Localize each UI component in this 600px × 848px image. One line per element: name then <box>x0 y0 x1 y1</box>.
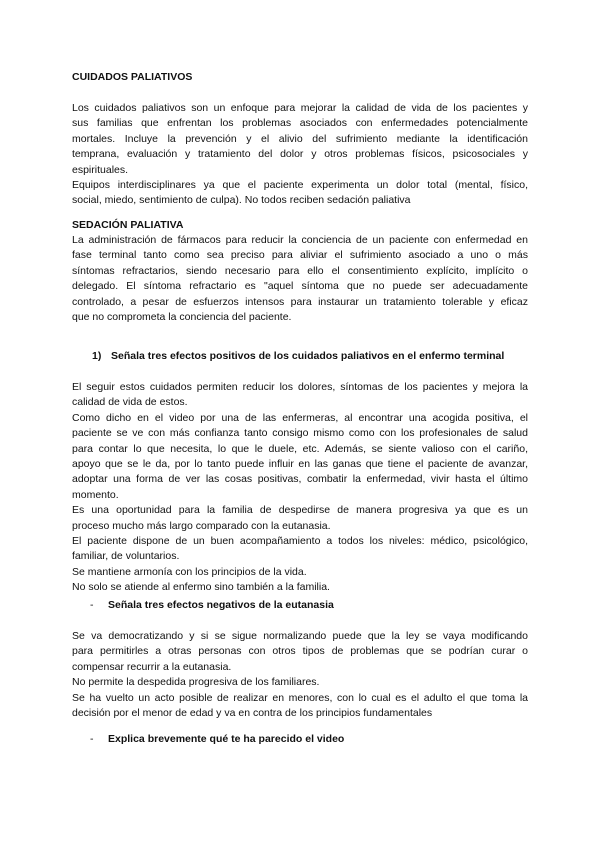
text-line: El paciente dispone de un buen acompañamiento a todos los niveles: médico, psicológico, <box>72 535 528 548</box>
text-line: La administración de fármacos para reducir la conciencia de un paciente con enfermedad en <box>72 234 528 246</box>
text-line: decisión por el menor de edad y va en contra de los principios fundamentales <box>72 707 433 720</box>
text-line: proceso mucho más largo comparado con la eutanasia. <box>72 519 331 532</box>
page-title: CUIDADOS PALIATIVOS <box>72 71 193 83</box>
text-line: Se mantiene armonía con los principios de la vida. <box>72 565 307 578</box>
sedation-paragraph <box>72 233 528 325</box>
bullet-dash: - <box>90 733 94 745</box>
text-line: apoyo que se le da, por lo tanto puede influir en las ganas que tiene el paciente de avanzar, <box>72 458 528 471</box>
text-line: Los cuidados paliativos son un enfoque para mejorar la calidad de vida de los pacientes y <box>72 102 528 114</box>
text-line: paciente se ve con más confianza tanto consigo mismo como con los profesionales de salud <box>72 427 528 440</box>
text-line: espirituales. <box>72 163 129 176</box>
text-line: síntomas refractarios, siendo necesario para ello el consentimiento explícito, implícito o <box>72 264 528 277</box>
text-line: Como dicho en el video por una de las enfermeras, al encontrar una acogida positiva, el <box>72 411 528 424</box>
text-line: compensar recurrir a la eutanasia. <box>72 660 232 673</box>
question-text: Señala tres efectos negativos de la eutanasia <box>108 599 334 611</box>
intro-paragraph <box>72 101 528 209</box>
answer-1 <box>72 380 528 596</box>
text-line: Se ha vuelto un acto posible de realizar en menores, con lo cual es el adulto el que toma la <box>72 691 528 704</box>
text-line: temprana, evaluación y tratamiento del dolor y otros problemas físicos, psicosociales y <box>72 148 528 161</box>
text-line: calidad de vida de estos. <box>72 396 188 409</box>
text-line: Es una oportunidad para la familia de despedirse de manera progresiva ya que es un <box>72 504 528 517</box>
bullet-dash: - <box>90 599 94 611</box>
text-line: fase terminal tanto como sea preciso para aliviar el sufrimiento asociado a uno o más <box>72 249 528 262</box>
text-line: No permite la despedida progresiva de los familiares. <box>72 676 320 689</box>
question-1 <box>92 350 504 362</box>
text-line: social, miedo, sentimiento de culpa). No todos reciben sedación paliativa <box>72 194 411 207</box>
text-line: El seguir estos cuidados permiten reducir los dolores, síntomas de los pacientes y mejora la <box>72 381 528 393</box>
question-number: 1) <box>92 350 102 362</box>
text-line: familiar, de voluntarios. <box>72 550 180 563</box>
text-line: mortales. Incluye la prevención y el alivio del sufrimiento mediante la identificación <box>72 132 528 145</box>
question-text: Señala tres efectos positivos de los cuidados paliativos en el enfermo terminal <box>111 350 505 362</box>
text-line: para permitirles a otras personas con otros tipos de problemas que se podrían curar o <box>72 645 528 658</box>
text-line: Equipos interdisciplinares ya que el paciente experimenta un dolor total (mental, físico, <box>72 179 528 192</box>
question-2 <box>90 599 334 611</box>
text-line: Se va democratizando y si se sigue normalizando puede que la ley se vaya modificando <box>72 630 528 642</box>
question-3 <box>90 733 344 745</box>
text-line: que no comprometa la conciencia del paciente. <box>72 311 292 324</box>
answer-2 <box>72 629 528 721</box>
text-line: adoptar una forma de ver las cosas positivas, combatir la enfermedad, vivir hasta el último <box>72 473 528 486</box>
text-line: No solo se atiende al enfermo sino también a la familia. <box>72 581 330 594</box>
text-line: para contar lo que necesita, lo que le duele, etc. Además, se siente valioso con el cariño, <box>72 442 528 455</box>
section-heading-sedation: SEDACIÓN PALIATIVA <box>72 219 184 231</box>
text-line: sus familias que enfrentan los problemas asociados con enfermedades potencialmente <box>72 117 528 130</box>
text-line: momento. <box>72 488 119 501</box>
question-text: Explica brevemente qué te ha parecido el video <box>108 733 345 745</box>
text-line: controlado, a pesar de esfuerzos intensos para instaurar un tratamiento tolerable y eficaz <box>72 295 528 308</box>
text-line: delegado. El síntoma refractario es "aquel síntoma que no puede ser adecuadamente <box>72 280 528 293</box>
